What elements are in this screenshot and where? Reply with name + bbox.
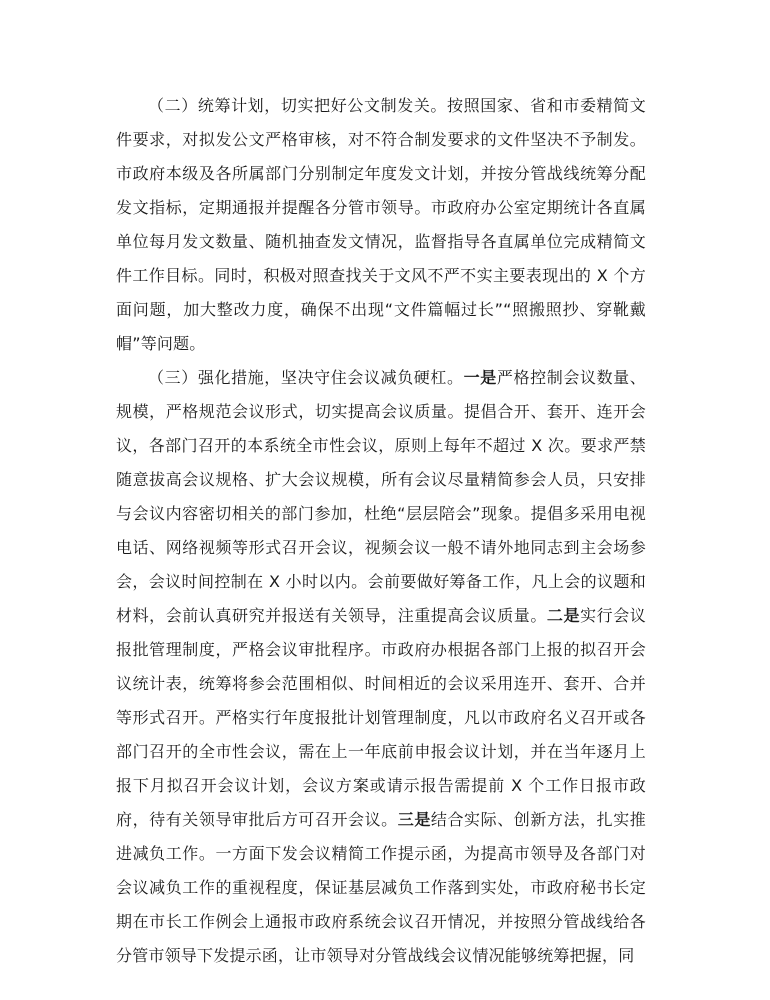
point-one-text: 严格控制会议数量、规模，严格规范会议形式，切实提高会议质量。提倡合开、套开、连开会议，各部门召开的本系统全市性会议，原则上每年不超过 X 次。要求严禁随意拔高会议规格、扩大会议规模，所有会议尽量精简参会人员，只安排与会议内容密切相关的部门参加，杜绝“层层陪会”现象。提倡多采用电视电话、网络视频等形式召开会议，视频会议一般不请外地同志到主会场参会，会议时间控制在 X 小时以内。会前要做好筹备工作，凡上会的议题和材料，会前认真研究并报送有关领导，注重提高会议质量。: [116, 368, 646, 625]
paragraph-document-control: [116, 89, 646, 361]
point-one-marker: 一是: [463, 368, 497, 387]
document-page: [116, 89, 646, 973]
paragraph-heading-text: （三）强化措施，坚决守住会议减负硬杠。: [148, 368, 464, 387]
point-two-text: 实行会议报批管理制度，严格会议审批程序。市政府办根据各部门上报的拟召开会议统计表，统筹将参会范围相似、时间相近的会议采用连开、套开、合并等形式召开。严格实行年度报批计划管理制度，凡以市政府名义召开或各部门召开的全市性会议，需在上一年底前申报会议计划，并在当年逐月上报下月拟召开会议计划，会议方案或请示报告需提前 X 个工作日报市政府，待有关领导审批后方可召开会议。: [116, 606, 646, 829]
point-two-marker: 二是: [546, 606, 581, 625]
paragraph-meeting-reduction: [116, 361, 646, 973]
point-three-marker: 三是: [397, 810, 431, 829]
point-three-text: 结合实际、创新方法，扎实推进减负工作。一方面下发会议精简工作提示函，为提高市领导及各部门对会议减负工作的重视程度，保证基层减负工作落到实处，市政府秘书长定期在市长工作例会上通报市政府系统会议召开情况，并按照分管战线给各分管市领导下发提示函，让市领导对分管战线会议情况能够统筹把握，同: [116, 810, 646, 965]
paragraph-text: （二）统筹计划，切实把好公文制发关。按照国家、省和市委精简文件要求，对拟发公文严格审核，对不符合制发要求的文件坚决不予制发。市政府本级及各所属部门分别制定年度发文计划，并按分管战线统筹分配发文指标，定期通报并提醒各分管市领导。市政府办公室定期统计各直属单位每月发文数量、随机抽查发文情况，监督指导各直属单位完成精简文件工作目标。同时，积极对照查找关于文风不严不实主要表现出的 X 个方面问题，加大整改力度，确保不出现“文件篇幅过长”“照搬照抄、穿靴戴帽”等问题。: [116, 96, 646, 353]
